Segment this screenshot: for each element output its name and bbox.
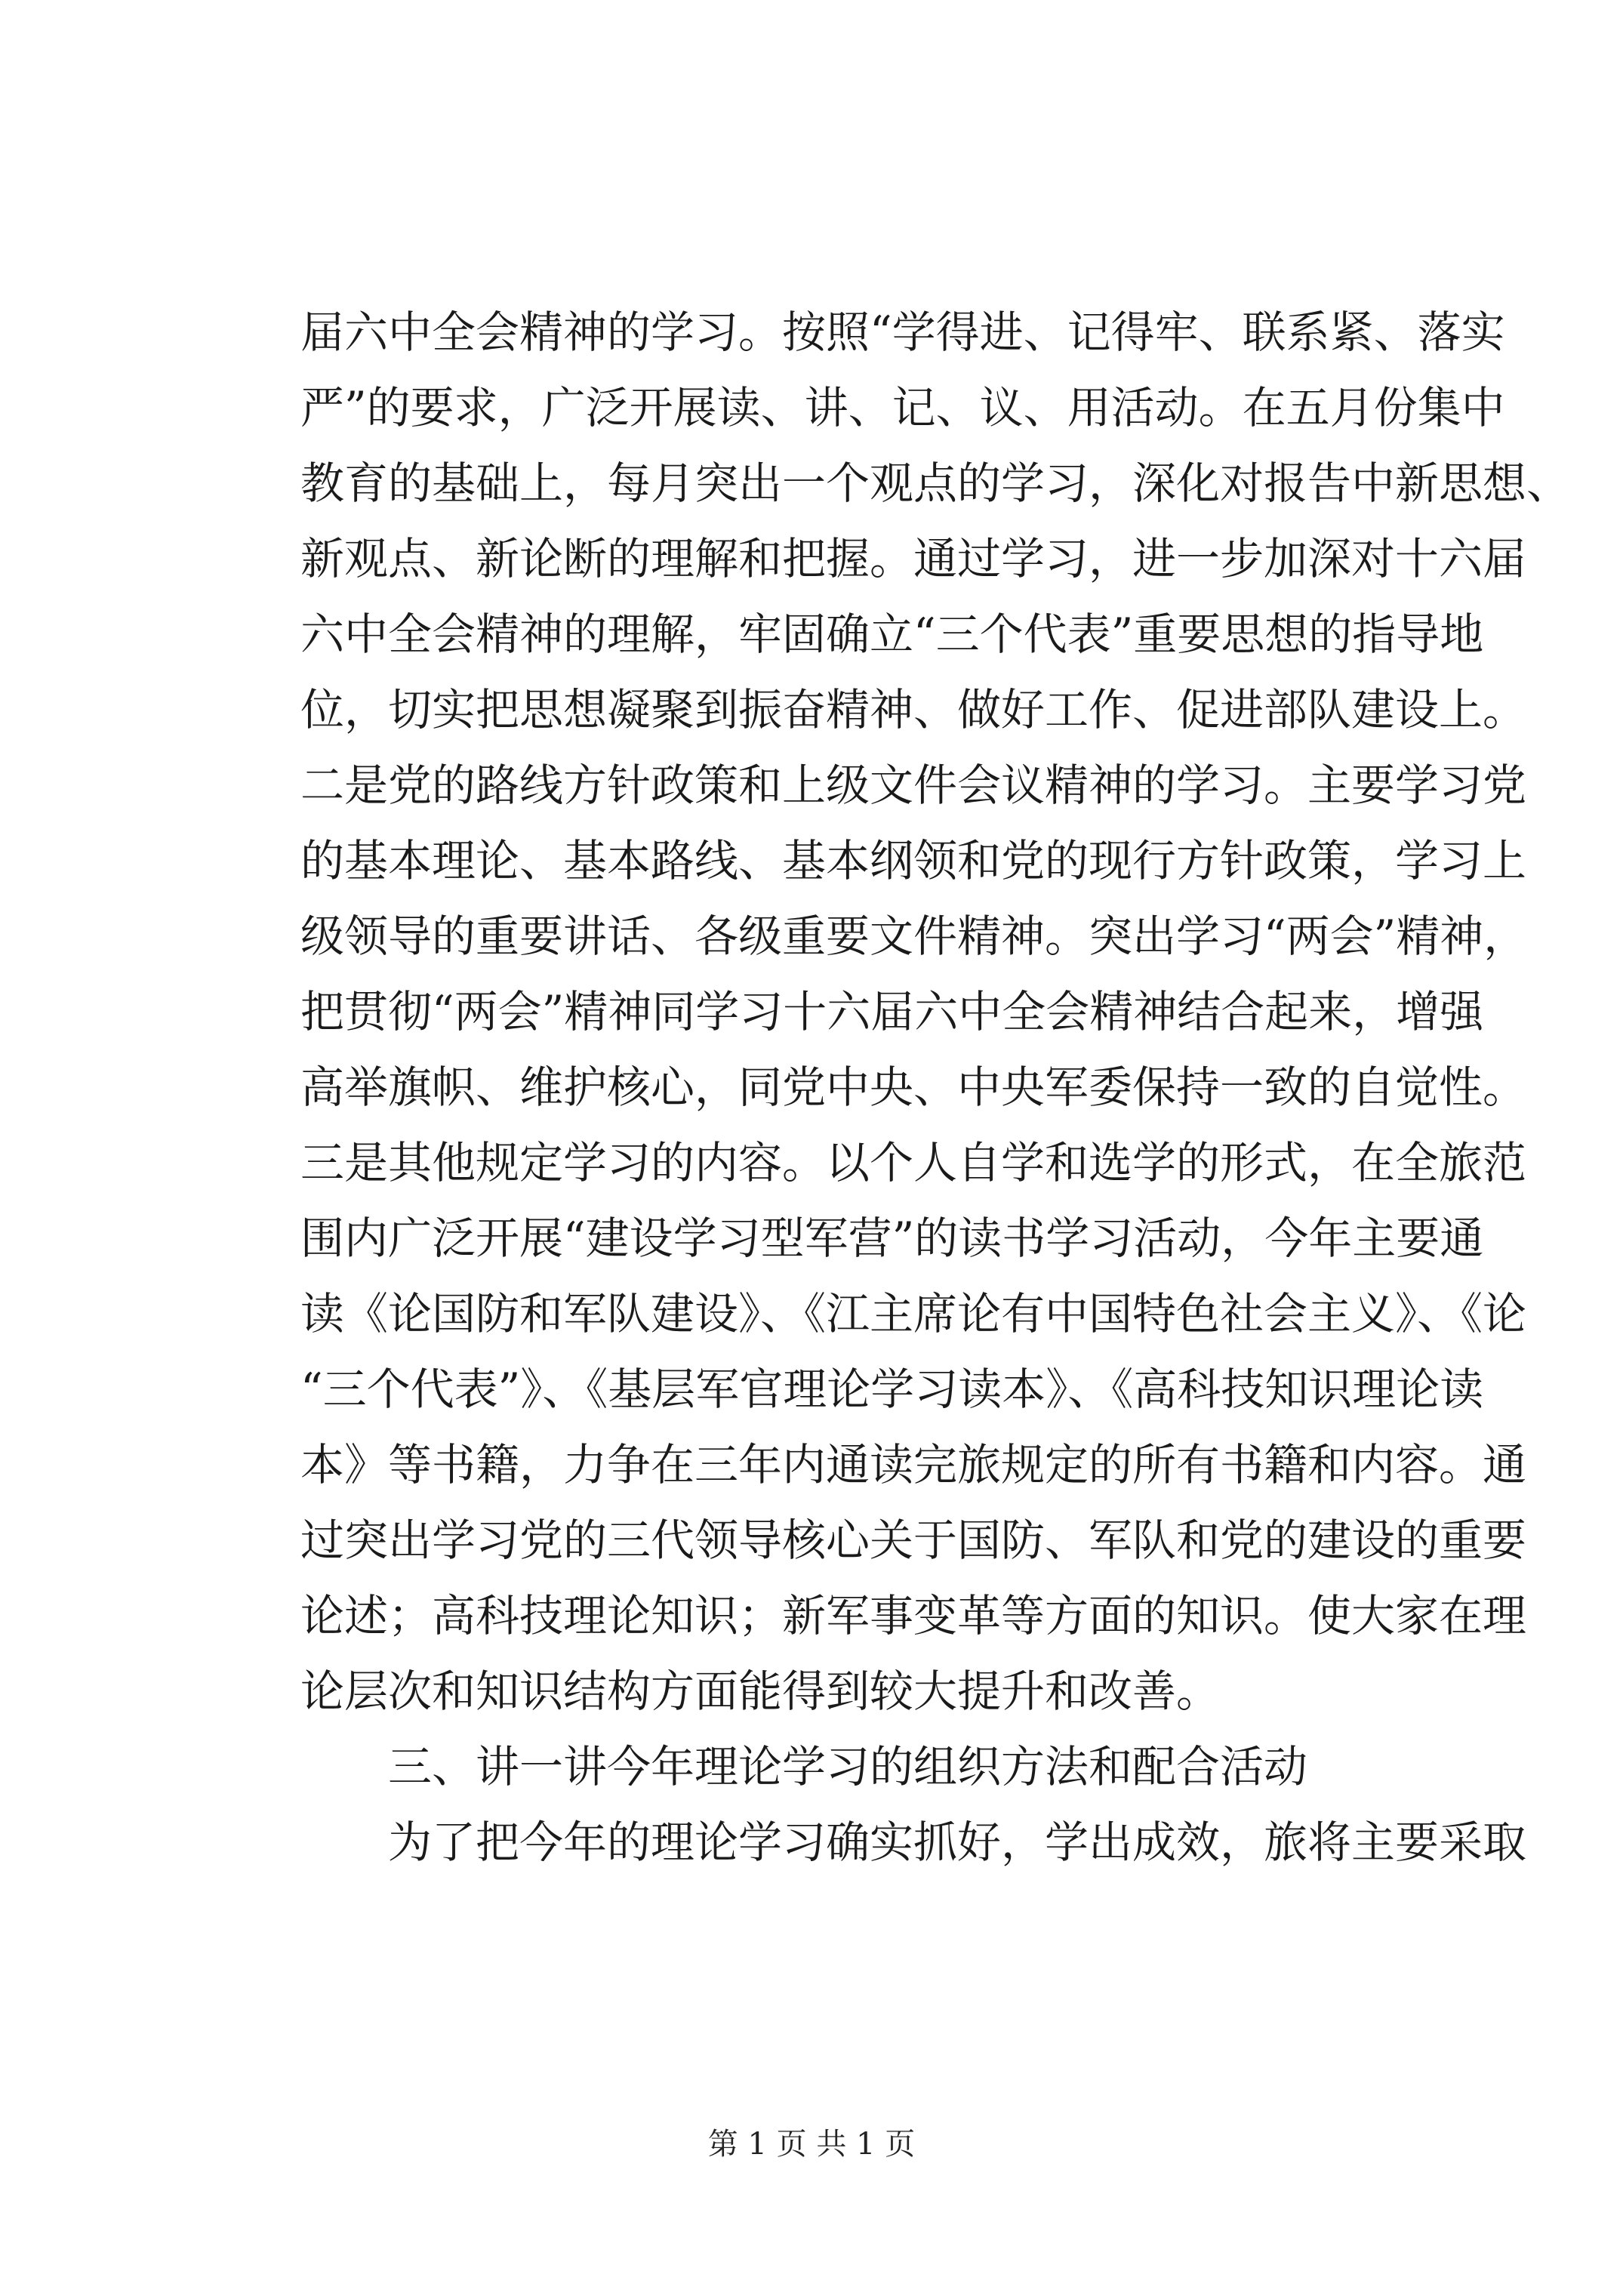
text-line: 高举旗帜、维护核心，同党中央、中央军委保持一致的自觉性。 [300,1062,1527,1113]
text-line: 严”的要求，广泛开展读、讲、记、议、用活动。在五月份集中 [300,382,1505,433]
text-line: 本》等书籍，力争在三年内通读完旅规定的所有书籍和内容。通 [300,1439,1527,1490]
text-line: 六中全会精神的理解，牢固确立“三个代表”重要思想的指导地 [300,609,1484,660]
text-line: 过突出学习党的三代领导核心关于国防、军队和党的建设的重要 [300,1515,1527,1566]
text-line: 论层次和知识结构方面能得到较大提升和改善。 [300,1666,1221,1717]
text-line: 教育的基础上，每月突出一个观点的学习，深化对报告中新思想、 [300,458,1571,509]
text-line: 把贯彻“两会”精神同学习十六届六中全会精神结合起来，增强 [300,986,1484,1037]
text-line: 位，切实把思想凝聚到振奋精神、做好工作、促进部队建设上。 [300,684,1527,735]
text-line: “三个代表”》、《基层军官理论学习读本》、《高科技知识理论读 [300,1364,1484,1415]
text-line: 围内广泛开展“建设学习型军营”的读书学习活动，今年主要通 [300,1213,1484,1264]
document-body [300,294,1571,1880]
section-heading: 三、讲一讲今年理论学习的组织方法和配合活动 [388,1741,1308,1792]
text-line: 论述；高科技理论知识；新军事变革等方面的知识。使大家在理 [300,1590,1527,1641]
text-line: 级领导的重要讲话、各级重要文件精神。突出学习“两会”精神， [300,911,1528,962]
text-line: 三是其他规定学习的内容。以个人自学和选学的形式，在全旅范 [300,1137,1527,1188]
text-line: 届六中全会精神的学习。按照“学得进、记得牢、联系紧、落实 [300,307,1505,358]
page-footer: 第 1 页 共 1 页 [707,2127,916,2162]
text-line: 二是党的路线方针政策和上级文件会议精神的学习。主要学习党 [300,760,1527,811]
text-line: 新观点、新论断的理解和把握。通过学习，进一步加深对十六届 [300,533,1527,584]
text-line: 的基本理论、基本路线、基本纲领和党的现行方针政策，学习上 [300,835,1527,886]
paragraph-start-line: 为了把今年的理论学习确实抓好，学出成效，旅将主要采取 [388,1817,1527,1868]
text-line: 读《论国防和军队建设》、《江主席论有中国特色社会主义》、《论 [300,1288,1527,1339]
